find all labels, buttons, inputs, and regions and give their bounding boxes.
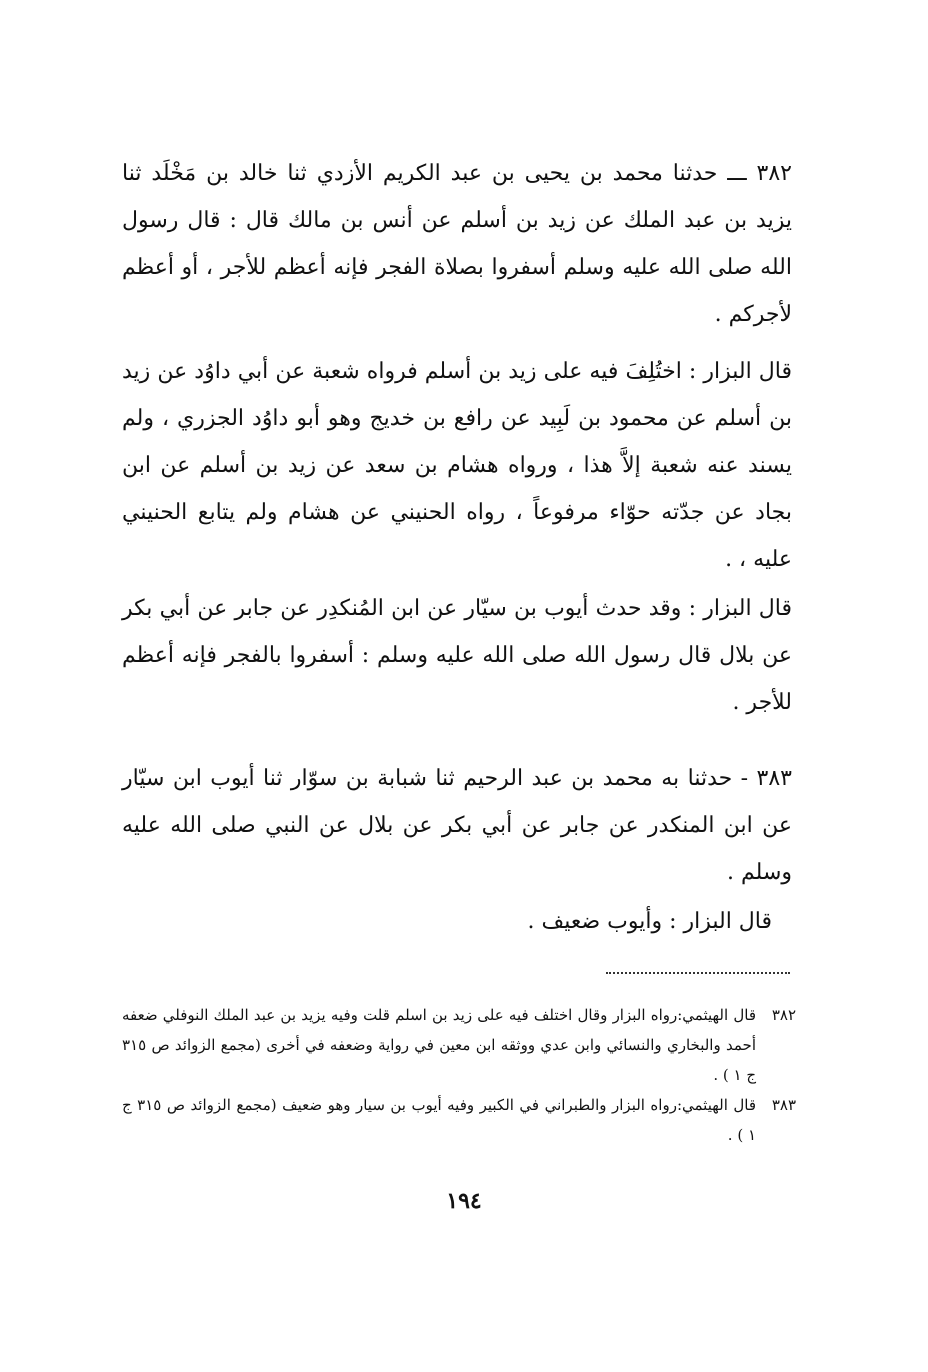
hadith-383-paragraph (122, 755, 792, 896)
bazzar-comment-2-text: قال البزار : وقد حدث أيوب بن سيّار عن ابن المُنكدِر عن جابر عن أبي بكر عن بلال قال رسول الله صلى الله عليه وسلم : أسفروا بالفجر فإنه أعظم للأجر . (122, 596, 792, 715)
bazzar-comment-3-text: قال البزار : وأيوب ضعيف . (527, 909, 772, 934)
footnote-383 (122, 1090, 796, 1150)
footnote-separator (606, 972, 790, 974)
page-number: ١٩٤ (446, 1188, 482, 1214)
footnotes (122, 1000, 796, 1150)
bazzar-comment-1-text: قال البزار : اختُلِفَ فيه على زيد بن أسلم فرواه شعبة عن أبي داوُد عن زيد بن أسلم عن محمود بن لَبِيد عن رافع بن خديج وهو أبو داوُد الجزري ، ولم يسند عنه شعبة إلاَّ هذا ، ورواه هشام بن سعد عن زيد بن أسلم عن ابن بجاد عن جدّته حوّاء مرفوعاً ، رواه الحنيني عن هشام ولم يتابع الحنيني عليه ، . (122, 359, 792, 572)
footnote-text: قال الهيثمي:رواه البزار والطبراني في الكبير وفيه أيوب بن سيار وهو ضعيف (مجمع الزوائد ص ٣١٥ ج ١ ) . (122, 1096, 756, 1144)
bazzar-comment-1-paragraph (122, 348, 792, 583)
hadith-383-text: ٣٨٣ - حدثنا به محمد بن عبد الرحيم ثنا شبابة بن سوّار ثنا أيوب ابن سيّار عن ابن المنكدر عن جابر عن أبي بكر عن بلال عن النبي صلى الله عليه وسلم . (122, 766, 792, 885)
bazzar-comment-2-paragraph (122, 585, 792, 726)
footnote-text: قال الهيثمي:رواه البزار وقال اختلف فيه على زيد بن اسلم قلت وفيه يزيد بن عبد الملك النوفلي ضعفه أحمد والبخاري والنسائي وابن عدي ووثقه ابن معين في رواية وضعفه في أخرى (مجمع الزوائد ص ٣١٥ ج ١ ) . (122, 1006, 756, 1084)
bazzar-comment-3-paragraph (122, 898, 792, 945)
footnote-number: ٣٨٣ (771, 1096, 796, 1114)
footnote-382 (122, 1000, 796, 1090)
hadith-382-paragraph (122, 150, 792, 338)
hadith-382-text: ٣٨٢ ـــ حدثنا محمد بن يحيى بن عبد الكريم الأزدي ثنا خالد بن مَخْلَد ثنا يزيد بن عبد الملك عن زيد بن أسلم عن أنس بن مالك قال : قال رسول الله صلى الله عليه وسلم أسفروا بصلاة الفجر فإنه أعظم للأجر ، أو أعظم لأجركم . (122, 161, 792, 327)
footnote-number: ٣٨٢ (771, 1006, 796, 1024)
